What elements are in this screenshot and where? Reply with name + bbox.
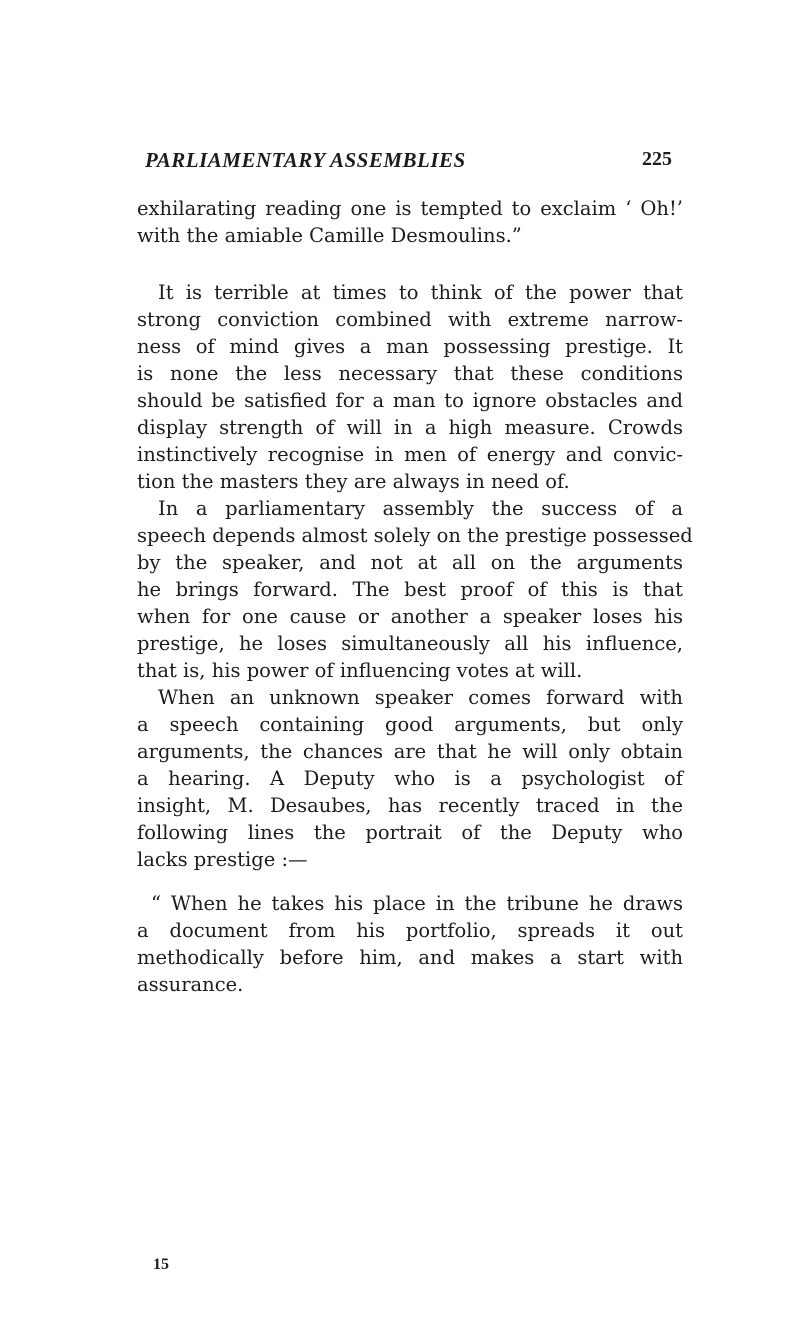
running-title: PARLIAMENTARY ASSEMBLIES bbox=[145, 148, 466, 172]
text-line: assurance. bbox=[137, 973, 244, 996]
text-line: strong conviction combined with extreme narrow- bbox=[137, 308, 683, 331]
text-line: following lines the portrait of the Deputy who bbox=[137, 821, 683, 844]
text-line: “ When he takes his place in the tribune he draws bbox=[151, 892, 683, 915]
text-line: when for one cause or another a speaker loses his bbox=[137, 605, 683, 628]
paragraph bbox=[137, 195, 683, 249]
text-line: In a parliamentary assembly the success of a bbox=[158, 497, 683, 520]
page-number: 225 bbox=[642, 148, 672, 170]
text-line: is none the less necessary that these conditions bbox=[137, 362, 683, 385]
text-line: tion the masters they are always in need of. bbox=[137, 470, 570, 493]
running-head bbox=[145, 148, 672, 178]
paragraph-gap bbox=[137, 873, 683, 890]
paragraph bbox=[137, 495, 693, 684]
quotation-paragraph bbox=[137, 890, 683, 998]
text-line: prestige, he loses simultaneously all his influence, bbox=[137, 632, 683, 655]
signature-mark: 15 bbox=[153, 1256, 169, 1273]
text-line: When an unknown speaker comes forward with bbox=[158, 686, 683, 709]
paragraph bbox=[137, 684, 683, 873]
text-line: a document from his portfolio, spreads it out bbox=[137, 919, 683, 942]
text-line: a speech containing good arguments, but only bbox=[137, 713, 683, 736]
text-line: instinctively recognise in men of energy and convic- bbox=[137, 443, 683, 466]
text-line: insight, M. Desaubes, has recently traced in the bbox=[137, 794, 683, 817]
paragraph-gap bbox=[137, 249, 683, 279]
text-line: that is, his power of influencing votes at will. bbox=[137, 659, 583, 682]
text-line: by the speaker, and not at all on the arguments bbox=[137, 551, 683, 574]
paragraph bbox=[137, 279, 683, 495]
body-text bbox=[137, 195, 693, 998]
text-line: lacks prestige :— bbox=[137, 848, 308, 871]
text-line: exhilarating reading one is tempted to exclaim ‘ Oh!’ bbox=[137, 197, 683, 220]
text-line: a hearing. A Deputy who is a psychologist of bbox=[137, 767, 683, 790]
text-line: display strength of will in a high measure. Crowds bbox=[137, 416, 683, 439]
text-line: arguments, the chances are that he will only obtain bbox=[137, 740, 683, 763]
text-line: should be satisfied for a man to ignore obstacles and bbox=[137, 389, 683, 412]
text-line: methodically before him, and makes a start with bbox=[137, 946, 683, 969]
text-line: It is terrible at times to think of the power that bbox=[158, 281, 683, 304]
text-line: he brings forward. The best proof of this is that bbox=[137, 578, 683, 601]
text-line: with the amiable Camille Desmoulins.” bbox=[137, 224, 522, 247]
text-line: speech depends almost solely on the prestige possessed bbox=[137, 524, 693, 547]
text-line: ness of mind gives a man possessing prestige. It bbox=[137, 335, 683, 358]
